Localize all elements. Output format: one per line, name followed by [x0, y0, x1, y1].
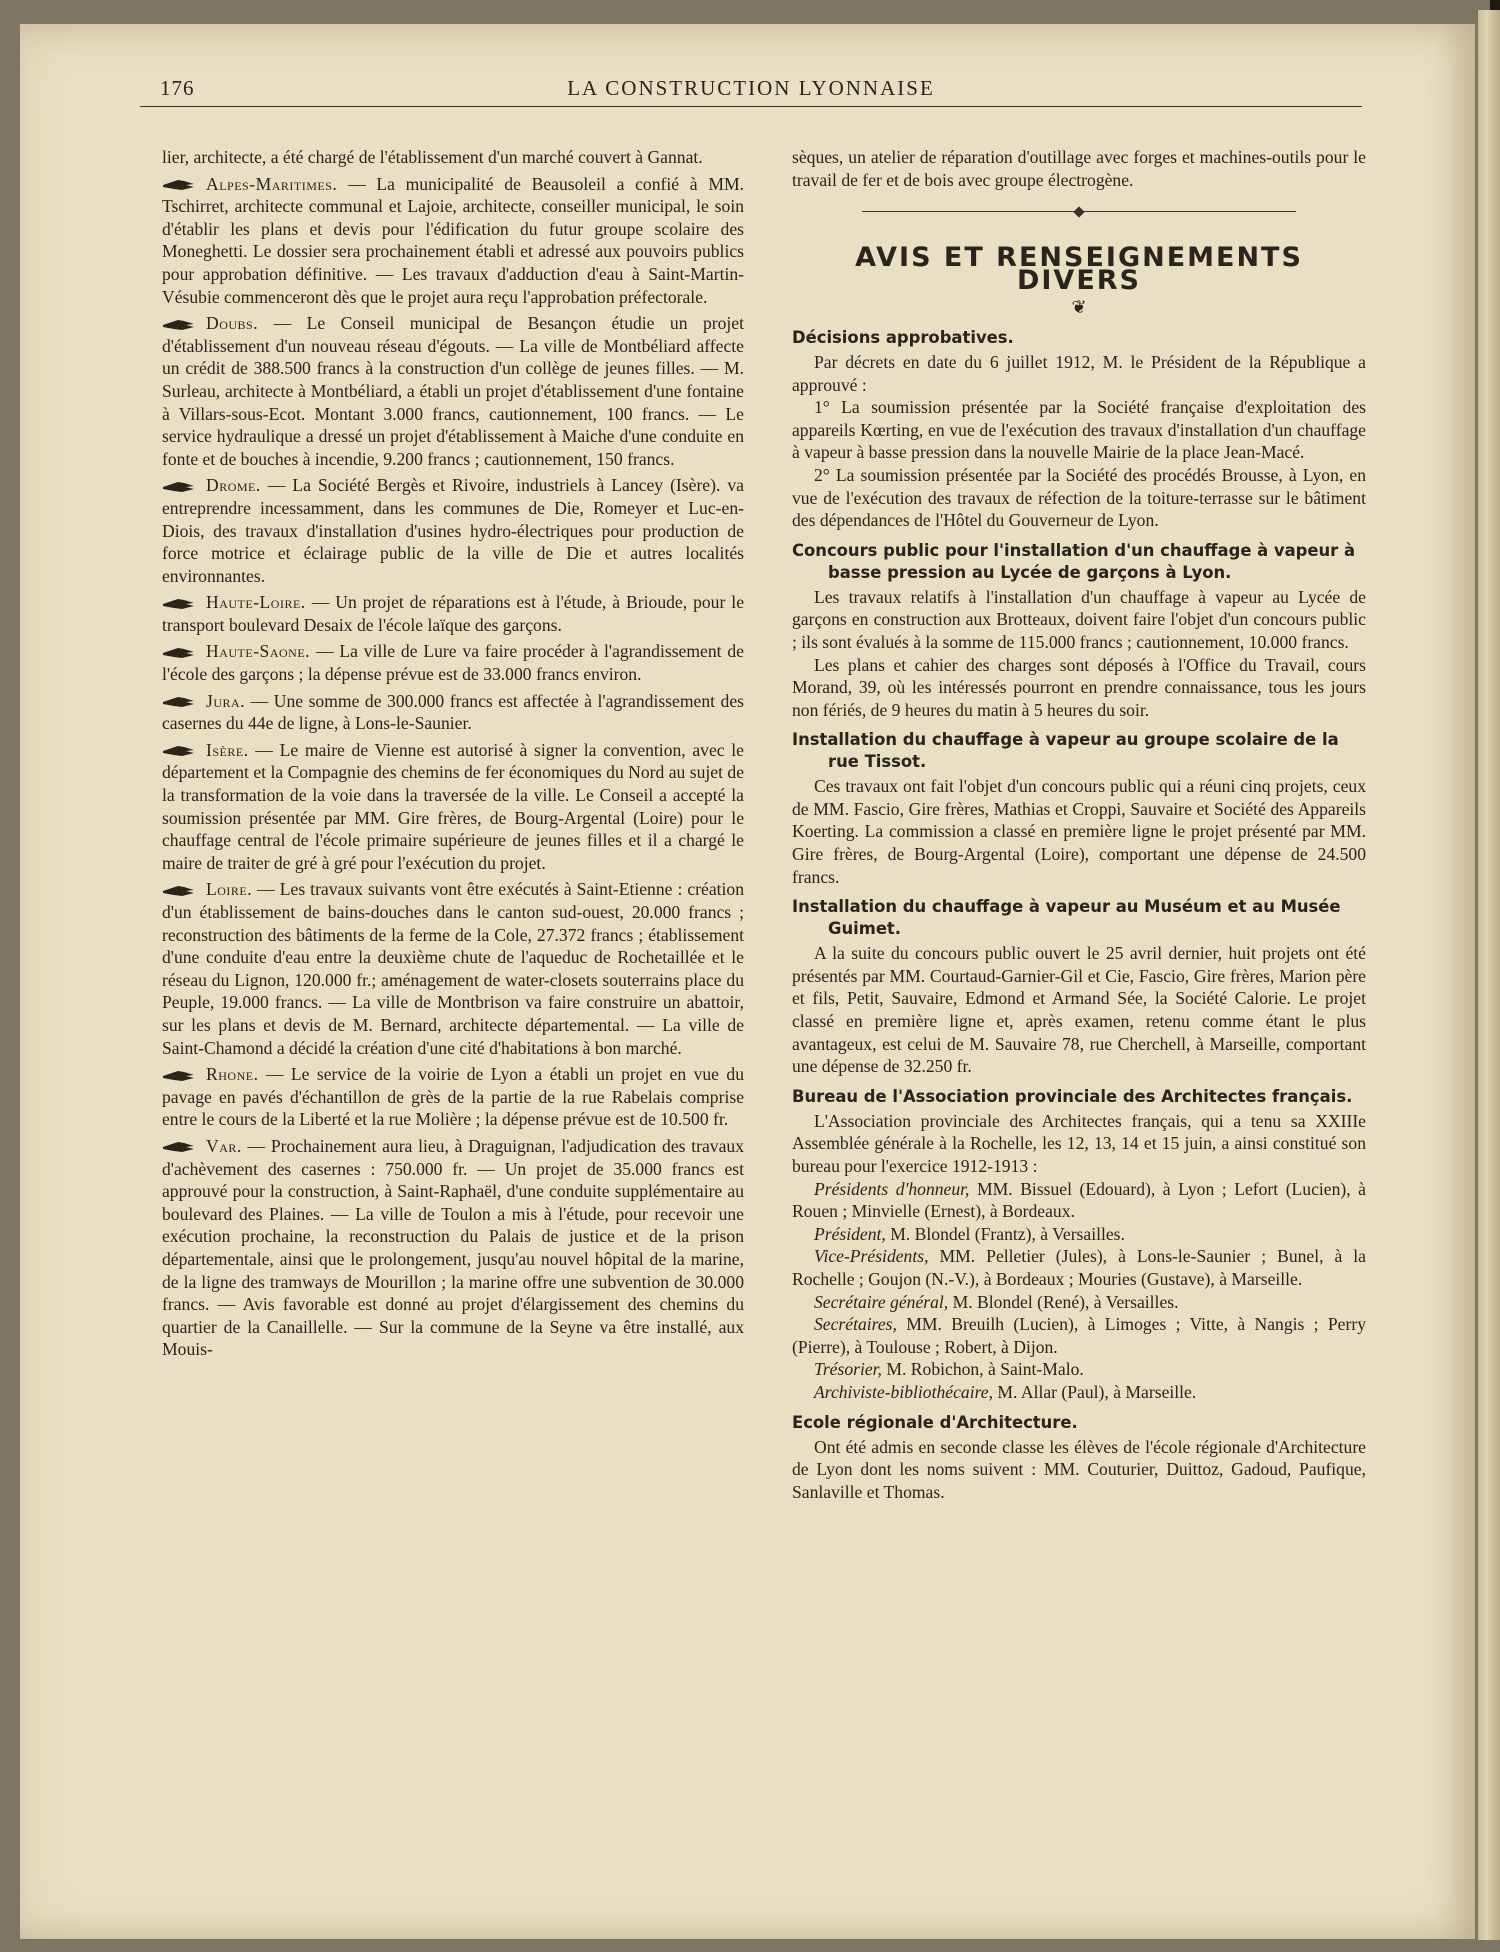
- officer-names: MM. Pelletier (Jules), à Lons-le-Saunier ; Bunel, à la Rochelle ; Goujon (N.-V.), à Bordeaux ; Mouries (Gustave), à Marseille.: [792, 1246, 1366, 1289]
- dept-name: Loire.: [206, 879, 253, 900]
- entry-text: — Le service de la voirie de Lyon a établi un projet en vue du pavage en pavés d'échantillon de grès de la partie de la rue Rabelais comprise entre le cours de la Liberté et la rue Molière ; la dépense prévue est de 10.500 fr.: [162, 1064, 744, 1130]
- pointing-hand-icon: [162, 1141, 196, 1154]
- entry-text: — Le Conseil municipal de Besançon étudie un projet d'établissement d'un nouveau réseau d'égouts. — La ville de Montbéliard affecte un crédit de 388.500 francs à la construction d'un collège de jeunes filles. — M. Surleau, architecte à Montbéliard, a établi un projet d'établissement d'une fontaine à Villars-sous-Ecot. Montant 3.000 francs, cautionnement, 100 francs. — Le service hydraulique a dressé un projet d'établissement à Maiche d'une conduite en fonte et de bouches à incendie, 9.200 francs ; cautionnement, 150 francs.: [162, 313, 744, 469]
- entry-text: — La municipalité de Beausoleil a confié à MM. Tschirret, architecte communal et Lajoie, architecte, conseiller municipal, le soin d'établir les plans et devis pour l'édification du futur groupe scolaire des Moneghetti. Le dossier sera prochainement établi et adressé aux pouvoirs publics pour approbation définitive. — Les travaux d'adduction d'eau à Saint-Martin-Vésubie commenceront dès que le projet aura reçu l'approbation préfectorale.: [162, 173, 744, 307]
- officer-names: M. Blondel (Frantz), à Versailles.: [890, 1223, 1125, 1244]
- intro-paragraph: lier, architecte, a été chargé de l'établissement d'un marché couvert à Gannat.: [162, 147, 703, 167]
- paragraph: Ces travaux ont fait l'objet d'un concours public qui a réuni cinq projets, ceux de MM. Fascio, Gire frères, Mathias et Croppi, Sauvaire et Société des Appareils Koerting. La commission a classé en première ligne le projet présenté par MM. Gire frères, de Bourg-Argental (Loire), comportant une dépense de 24.500 francs.: [792, 776, 1366, 887]
- fleuron-ornament: ❦: [1071, 297, 1087, 318]
- continuation-paragraph: sèques, un atelier de réparation d'outillage avec forges et machines-outils pour le travail de fer et de bois avec groupe électrogène.: [792, 147, 1366, 190]
- entry-jura: [162, 690, 744, 735]
- dept-name: Haute-Loire.: [206, 592, 306, 613]
- officer-line: [792, 1313, 1366, 1358]
- pointing-hand-icon: [162, 481, 196, 494]
- entry-doubs: [162, 312, 744, 470]
- subsection-title: Bureau de l'Association provinciale des Architectes français.: [792, 1086, 1353, 1106]
- officer-names: M. Allar (Paul), à Marseille.: [997, 1381, 1197, 1402]
- running-header: [140, 76, 1362, 107]
- entry-rhone: [162, 1063, 744, 1131]
- pointing-hand-icon: [162, 1070, 196, 1083]
- dept-name: Jura.: [206, 690, 246, 711]
- officer-role: Vice-Présidents,: [814, 1246, 929, 1267]
- entry-drome: [162, 474, 744, 587]
- subsection-title: Ecole régionale d'Architecture.: [792, 1412, 1078, 1432]
- entry-haute-saone: [162, 640, 744, 685]
- right-column: [792, 146, 1366, 1503]
- section-title: AVIS ET RENSEIGNEMENTS DIVERS: [855, 242, 1303, 296]
- officer-line: [792, 1358, 1366, 1381]
- paragraph: 1° La soumission présentée par la Société française d'exploitation des appareils Kœrting, en vue de l'exécution des travaux d'installation d'un chauffage à vapeur à basse pression dans la nouvelle Mairie de la place Jean-Macé.: [792, 397, 1366, 463]
- entry-text: — La ville de Lure va faire procéder à l'agrandissement de l'école des garçons ; la dépense prévue est de 33.000 francs environ.: [162, 641, 744, 685]
- paragraph: Les travaux relatifs à l'installation d'un chauffage à vapeur au Lycée de garçons en construction aux Brotteaux, doivent faire l'objet d'un concours public ; ils sont évalués à la somme de 115.000 francs ; cautionnement, 10.000 francs.: [792, 586, 1366, 652]
- paragraph: Les plans et cahier des charges sont déposés à l'Office du Travail, cours Morand, 39, où les intéressés pourront en prendre connaissance, tous les jours non fériés, de 9 heures du matin à 5 heures du soir.: [792, 654, 1366, 720]
- dept-name: Var.: [206, 1135, 242, 1156]
- paragraph: Ont été admis en seconde classe les élèves de l'école régionale d'Architecture de Lyon dont les noms suivent : MM. Couturier, Duittoz, Gadoud, Paufique, Sanlaville et Thomas.: [792, 1436, 1366, 1502]
- entry-text: — Le maire de Vienne est autorisé à signer la convention, avec le département et la Compagnie des chemins de fer économiques du Nord au sujet de la transformation de la voie dans la traversée de la ville. Le Conseil a accepté la soumission présentée par MM. Gire frères, de Bourg-Argental (Loire) pour le chauffage central de l'école primaire supérieure de jeunes filles et il a chargé le maire de traiter de gré à gré pour l'exécution du projet.: [162, 739, 744, 873]
- entry-text: — Les travaux suivants vont être exécutés à Saint-Etienne : création d'un établissement de bains-douches dans le canton sud-ouest, 20.000 francs ; reconstruction des bâtiments de la ferme de la Cole, 27.372 francs ; établissement d'une conduite d'eau entre la deuxième chute de l'aqueduc de Rochetaillée et le réseau du Lignon, 120.000 fr.; aménagement de water-closets souterrains place du Peuple, 19.000 francs. — La ville de Montbrison va faire construire un abattoir, sur les plans et devis de M. Bernard, architecte départemental. — La ville de Saint-Chamond a décidé la création d'une cité d'habitations à bon marché.: [162, 879, 744, 1058]
- officer-role: Secrétaire général,: [814, 1291, 949, 1312]
- officer-line: [792, 1178, 1366, 1223]
- entry-text: — Un projet de réparations est à l'étude, à Brioude, pour le transport boulevard Desaix de l'école laïque des garçons.: [162, 592, 745, 635]
- next-page-edge: [1478, 10, 1500, 1940]
- entry-text: — Prochainement aura lieu, à Draguignan, l'adjudication des travaux d'achèvement des casernes : 750.000 fr. — Un projet de 35.000 francs est approuvé pour la construction, à Saint-Raphaël, d'une conduite supplémentaire au boulevard des Plaines. — La ville de Toulon a mis à l'étude, pour recevoir une exécution prochaine, la reconstruction du Palais de justice et de la prison départementale, ainsi que le prolongement, jusqu'au nouvel hôpital de la marine, de la ligne des tramways de Mourillon ; la marine offre une subvention de 30.000 francs. — Avis favorable est donné au projet d'élargissement des chemins du quartier de la Canaillelle. — Sur la commune de la Seyne va être installé, aux Mouis-: [162, 1135, 744, 1360]
- officer-names: MM. Breuilh (Lucien), à Limoges ; Vitte, à Nangis ; Perry (Pierre), à Toulouse ; Robert, à Dijon.: [792, 1314, 1366, 1357]
- pointing-hand-icon: [162, 696, 196, 709]
- officer-names: MM. Bissuel (Edouard), à Lyon ; Lefort (Lucien), à Rouen ; Minvielle (Ernest), à Bordeaux.: [792, 1178, 1366, 1222]
- pointing-hand-icon: [162, 647, 196, 660]
- officer-line: [792, 1291, 1366, 1314]
- officer-role: Secrétaires,: [814, 1314, 897, 1335]
- pointing-hand-icon: [162, 885, 196, 898]
- officer-role: Trésorier,: [814, 1359, 882, 1380]
- entry-var: [162, 1135, 744, 1361]
- subsection-title: Décisions approbatives.: [792, 327, 1014, 347]
- officer-line: [792, 1223, 1366, 1246]
- dept-name: Haute-Saone.: [206, 641, 311, 662]
- subsection-title: Concours public pour l'installation d'un chauffage à vapeur à basse pression au Lycée de garçons à Lyon.: [792, 540, 1356, 582]
- officer-role: Archiviste-bibliothécaire,: [814, 1381, 993, 1402]
- entry-isere: [162, 739, 744, 875]
- entry-haute-loire: [162, 591, 744, 636]
- pointing-hand-icon: [162, 179, 196, 192]
- dept-name: Alpes-Maritimes.: [206, 173, 338, 194]
- officer-role: Président,: [814, 1223, 886, 1244]
- pointing-hand-icon: [162, 745, 196, 758]
- divider-ornament: [1073, 207, 1084, 218]
- page-number: 176: [160, 76, 195, 100]
- entry-text: — Une somme de 300.000 francs est affectée à l'agrandissement des casernes du 44e de ligne, à Lons-le-Saunier.: [162, 690, 744, 734]
- paragraph: L'Association provinciale des Architectes français, qui a tenu sa XXIIIe Assemblée générale à la Rochelle, les 12, 13, 14 et 15 juin, a ainsi constitué son bureau pour l'exercice 1912-1913 :: [792, 1110, 1366, 1176]
- subsection-title: Installation du chauffage à vapeur au groupe scolaire de la rue Tissot.: [792, 730, 1339, 772]
- paragraph: A la suite du concours public ouvert le 25 avril dernier, huit projets ont été présentés par MM. Courtaud-Garnier-Gil et Cie, Fascio, Gire frères, Marion père et fils, Petit, Sauvaire, Edmond et Armand Sée, la Société Calorie. Le projet classé en première ligne et, après examen, retenu comme étant le plus avantageux, est celui de M. Sauvaire 78, rue Cherchell, à Marseille, comportant une dépense de 32.250 fr.: [792, 943, 1366, 1077]
- entry-alpes-maritimes: [162, 173, 744, 309]
- paragraph: Par décrets en date du 6 juillet 1912, M. le Président de la République a approuvé :: [792, 351, 1366, 395]
- journal-title: LA CONSTRUCTION LYONNAISE: [567, 76, 935, 100]
- dept-name: Drome.: [206, 475, 261, 496]
- left-column: [162, 146, 744, 1365]
- subsection-title: Installation du chauffage à vapeur au Muséum et au Musée Guimet.: [792, 897, 1341, 939]
- dept-name: Doubs.: [206, 313, 259, 334]
- dept-name: Isère.: [206, 739, 249, 760]
- pointing-hand-icon: [162, 319, 196, 332]
- officer-line: [792, 1245, 1366, 1290]
- dept-name: Rhone.: [206, 1064, 259, 1085]
- pointing-hand-icon: [162, 598, 196, 611]
- officer-names: M. Robichon, à Saint-Malo.: [886, 1359, 1084, 1380]
- officer-names: M. Blondel (René), à Versailles.: [952, 1291, 1179, 1312]
- officer-line: [792, 1381, 1366, 1404]
- entry-loire: [162, 878, 744, 1059]
- officer-role: Présidents d'honneur,: [814, 1178, 970, 1199]
- section-divider: [792, 205, 1366, 219]
- paragraph: 2° La soumission présentée par la Société des procédés Brousse, à Lyon, en vue de l'exécution des travaux de réfection de la toiture-terrasse sur le bâtiment des dépendances de l'Hôtel du Gouverneur de Lyon.: [792, 464, 1366, 531]
- entry-text: — La Société Bergès et Rivoire, industriels à Lancey (Isère). va entreprendre incessamment, dans les communes de Die, Romeyer et Luc-en-Diois, des travaux d'installation d'usines hydro-électriques pour production de force motrice et éclairage public de la ville de Die et autres localités environnantes.: [162, 475, 744, 586]
